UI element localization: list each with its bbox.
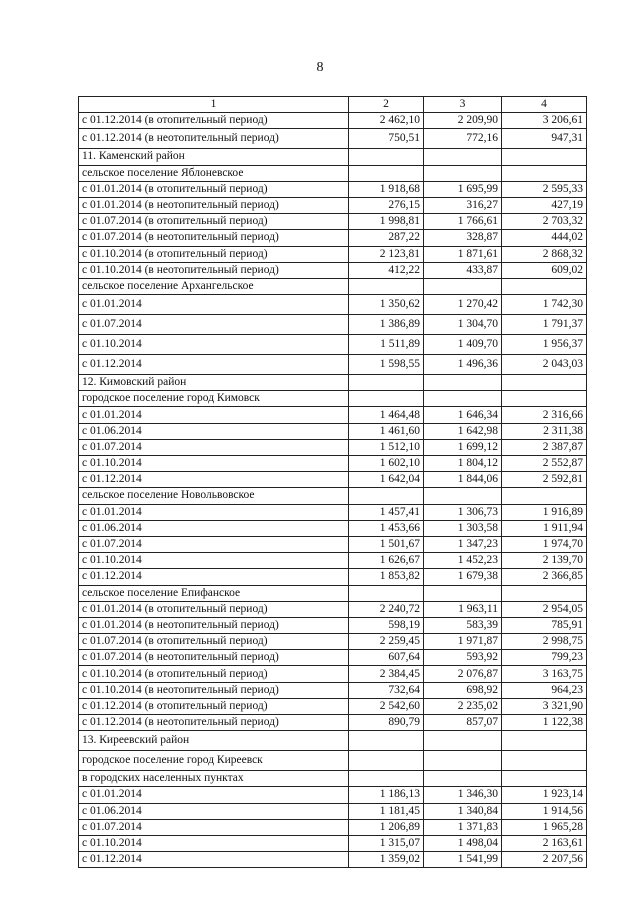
row-label-cell: с 01.01.2014 (в отопительный период) xyxy=(79,601,349,617)
value-cell: 1 452,23 xyxy=(424,553,502,569)
value-cell xyxy=(424,585,502,601)
table-row xyxy=(79,569,587,585)
value-cell: 287,22 xyxy=(349,230,424,246)
value-cell: 1 911,94 xyxy=(502,520,587,536)
value-cell xyxy=(424,391,502,407)
table-row xyxy=(79,835,587,851)
value-cell: 427,19 xyxy=(502,197,587,213)
table-row xyxy=(79,601,587,617)
value-cell: 1 306,73 xyxy=(424,504,502,520)
value-cell: 1 646,34 xyxy=(424,407,502,423)
value-cell: 3 163,75 xyxy=(502,666,587,682)
row-label-cell: с 01.07.2014 xyxy=(79,439,349,455)
value-cell: 412,22 xyxy=(349,262,424,278)
table-row xyxy=(79,771,587,787)
value-cell xyxy=(349,165,424,181)
table-row xyxy=(79,214,587,230)
value-cell xyxy=(349,488,424,504)
value-cell: 1 998,81 xyxy=(349,214,424,230)
value-cell xyxy=(502,165,587,181)
value-cell: 732,64 xyxy=(349,682,424,698)
table-row xyxy=(79,391,587,407)
value-cell: 2 703,32 xyxy=(502,214,587,230)
row-label-cell: с 01.01.2014 xyxy=(79,407,349,423)
value-cell: 1 541,99 xyxy=(424,852,502,868)
page-number: 8 xyxy=(316,60,324,75)
value-cell: 2 868,32 xyxy=(502,246,587,262)
value-cell: 1 181,45 xyxy=(349,803,424,819)
value-cell: 1 461,60 xyxy=(349,423,424,439)
column-header: 3 xyxy=(424,97,502,113)
value-cell: 1 699,12 xyxy=(424,439,502,455)
value-cell: 1 464,48 xyxy=(349,407,424,423)
value-cell: 2 259,45 xyxy=(349,634,424,650)
value-cell xyxy=(349,278,424,294)
table-row xyxy=(79,504,587,520)
value-cell: 598,19 xyxy=(349,617,424,633)
value-cell: 1 270,42 xyxy=(424,295,502,315)
table-row xyxy=(79,129,587,149)
value-cell xyxy=(502,149,587,165)
table-row xyxy=(79,246,587,262)
value-cell: 2 592,81 xyxy=(502,472,587,488)
table-row xyxy=(79,553,587,569)
table-row xyxy=(79,617,587,633)
value-cell: 1 956,37 xyxy=(502,335,587,355)
value-cell: 1 501,67 xyxy=(349,536,424,552)
table-row xyxy=(79,295,587,315)
value-cell: 890,79 xyxy=(349,715,424,731)
value-cell: 1 350,62 xyxy=(349,295,424,315)
table-row xyxy=(79,165,587,181)
row-label-cell: с 01.12.2014 xyxy=(79,569,349,585)
table-row xyxy=(79,682,587,698)
row-label-cell: 12. Кимовский район xyxy=(79,375,349,391)
value-cell xyxy=(424,278,502,294)
table-header-row xyxy=(79,97,587,113)
value-cell: 1 371,83 xyxy=(424,819,502,835)
table-row xyxy=(79,698,587,714)
value-cell: 1 916,89 xyxy=(502,504,587,520)
value-cell: 1 626,67 xyxy=(349,553,424,569)
row-label-cell: с 01.07.2014 (в отопительный период) xyxy=(79,634,349,650)
row-label-cell: с 01.10.2014 xyxy=(79,456,349,472)
value-cell: 1 974,70 xyxy=(502,536,587,552)
value-cell: 2 163,61 xyxy=(502,835,587,851)
row-label-cell: с 01.12.2014 (в отопительный период) xyxy=(79,113,349,129)
column-header: 2 xyxy=(349,97,424,113)
value-cell: 1 409,70 xyxy=(424,335,502,355)
row-label-cell: с 01.07.2014 (в неотопительный период) xyxy=(79,650,349,666)
value-cell xyxy=(349,391,424,407)
value-cell: 328,87 xyxy=(424,230,502,246)
value-cell xyxy=(424,149,502,165)
value-cell xyxy=(502,731,587,751)
row-label-cell: с 01.07.2014 xyxy=(79,315,349,335)
value-cell: 2 542,60 xyxy=(349,698,424,714)
table-row xyxy=(79,787,587,803)
value-cell xyxy=(424,771,502,787)
value-cell: 1 871,61 xyxy=(424,246,502,262)
value-cell xyxy=(349,149,424,165)
value-cell: 947,31 xyxy=(502,129,587,149)
value-cell: 1 512,10 xyxy=(349,439,424,455)
tariff-table xyxy=(78,96,587,868)
table-row xyxy=(79,355,587,375)
row-label-cell: сельское поселение Архангельское xyxy=(79,278,349,294)
value-cell: 1 853,82 xyxy=(349,569,424,585)
value-cell: 2 384,45 xyxy=(349,666,424,682)
row-label-cell: с 01.07.2014 (в отопительный период) xyxy=(79,214,349,230)
value-cell: 964,23 xyxy=(502,682,587,698)
value-cell: 1 642,98 xyxy=(424,423,502,439)
value-cell: 1 602,10 xyxy=(349,456,424,472)
value-cell: 1 971,87 xyxy=(424,634,502,650)
value-cell: 433,87 xyxy=(424,262,502,278)
value-cell xyxy=(502,278,587,294)
value-cell xyxy=(424,375,502,391)
row-label-cell: сельское поселение Новольвовское xyxy=(79,488,349,504)
value-cell: 316,27 xyxy=(424,197,502,213)
value-cell xyxy=(502,375,587,391)
value-cell: 2 552,87 xyxy=(502,456,587,472)
table-row xyxy=(79,375,587,391)
value-cell: 609,02 xyxy=(502,262,587,278)
row-label-cell: с 01.01.2014 (в неотопительный период) xyxy=(79,617,349,633)
table-row xyxy=(79,751,587,771)
value-cell: 1 598,55 xyxy=(349,355,424,375)
value-cell: 1 340,84 xyxy=(424,803,502,819)
value-cell: 2 462,10 xyxy=(349,113,424,129)
value-cell: 2 316,66 xyxy=(502,407,587,423)
row-label-cell: городское поселение город Кимовск xyxy=(79,391,349,407)
value-cell: 1 914,56 xyxy=(502,803,587,819)
value-cell: 276,15 xyxy=(349,197,424,213)
row-label-cell: в городских населенных пунктах xyxy=(79,771,349,787)
table-row xyxy=(79,407,587,423)
value-cell: 1 695,99 xyxy=(424,181,502,197)
row-label-cell: с 01.12.2014 (в неотопительный период) xyxy=(79,129,349,149)
row-label-cell: с 01.12.2014 xyxy=(79,472,349,488)
value-cell xyxy=(424,731,502,751)
value-cell: 1 304,70 xyxy=(424,315,502,335)
table-row xyxy=(79,423,587,439)
table-row xyxy=(79,335,587,355)
value-cell: 857,07 xyxy=(424,715,502,731)
value-cell: 2 595,33 xyxy=(502,181,587,197)
column-header: 1 xyxy=(79,97,349,113)
value-cell xyxy=(349,751,424,771)
table-row xyxy=(79,456,587,472)
value-cell: 1 923,14 xyxy=(502,787,587,803)
table-row xyxy=(79,585,587,601)
table-row xyxy=(79,278,587,294)
table-row xyxy=(79,715,587,731)
value-cell xyxy=(502,391,587,407)
value-cell: 3 321,90 xyxy=(502,698,587,714)
value-cell xyxy=(349,771,424,787)
value-cell: 1 963,11 xyxy=(424,601,502,617)
row-label-cell: с 01.07.2014 xyxy=(79,536,349,552)
value-cell xyxy=(424,751,502,771)
row-label-cell: с 01.10.2014 (в отопительный период) xyxy=(79,246,349,262)
value-cell: 2 235,02 xyxy=(424,698,502,714)
row-label-cell: 13. Киреевский район xyxy=(79,731,349,751)
table-row xyxy=(79,181,587,197)
table-row xyxy=(79,852,587,868)
table-row xyxy=(79,315,587,335)
value-cell: 1 315,07 xyxy=(349,835,424,851)
value-cell: 1 742,30 xyxy=(502,295,587,315)
value-cell: 698,92 xyxy=(424,682,502,698)
row-label-cell: с 01.01.2014 xyxy=(79,295,349,315)
table-body xyxy=(79,113,587,868)
value-cell: 2 043,03 xyxy=(502,355,587,375)
value-cell: 1 206,89 xyxy=(349,819,424,835)
table-row xyxy=(79,803,587,819)
value-cell: 772,16 xyxy=(424,129,502,149)
row-label-cell: с 01.07.2014 xyxy=(79,819,349,835)
table-row xyxy=(79,197,587,213)
value-cell: 2 387,87 xyxy=(502,439,587,455)
value-cell: 2 207,56 xyxy=(502,852,587,868)
value-cell xyxy=(349,731,424,751)
row-label-cell: сельское поселение Епифанское xyxy=(79,585,349,601)
table-row xyxy=(79,520,587,536)
row-label-cell: с 01.06.2014 xyxy=(79,803,349,819)
value-cell: 1 457,41 xyxy=(349,504,424,520)
value-cell: 1 511,89 xyxy=(349,335,424,355)
table-row xyxy=(79,149,587,165)
value-cell xyxy=(502,585,587,601)
value-cell xyxy=(502,751,587,771)
row-label-cell: с 01.10.2014 xyxy=(79,553,349,569)
value-cell: 1 122,38 xyxy=(502,715,587,731)
table-row xyxy=(79,634,587,650)
value-cell: 1 498,04 xyxy=(424,835,502,851)
row-label-cell: с 01.10.2014 (в отопительный период) xyxy=(79,666,349,682)
value-cell: 1 844,06 xyxy=(424,472,502,488)
table-row xyxy=(79,262,587,278)
table-row xyxy=(79,666,587,682)
value-cell: 2 998,75 xyxy=(502,634,587,650)
value-cell: 1 303,58 xyxy=(424,520,502,536)
value-cell: 2 076,87 xyxy=(424,666,502,682)
row-label-cell: с 01.12.2014 (в отопительный период) xyxy=(79,698,349,714)
value-cell xyxy=(424,488,502,504)
value-cell: 2 123,81 xyxy=(349,246,424,262)
value-cell: 799,23 xyxy=(502,650,587,666)
row-label-cell: с 01.01.2014 (в неотопительный период) xyxy=(79,197,349,213)
value-cell: 2 240,72 xyxy=(349,601,424,617)
row-label-cell: с 01.07.2014 (в неотопительный период) xyxy=(79,230,349,246)
row-label-cell: с 01.10.2014 (в неотопительный период) xyxy=(79,682,349,698)
value-cell: 1 186,13 xyxy=(349,787,424,803)
table-row xyxy=(79,536,587,552)
row-label-cell: с 01.10.2014 xyxy=(79,835,349,851)
value-cell: 583,39 xyxy=(424,617,502,633)
table-row xyxy=(79,731,587,751)
row-label-cell: с 01.12.2014 (в неотопительный период) xyxy=(79,715,349,731)
row-label-cell: сельское поселение Яблоневское xyxy=(79,165,349,181)
value-cell: 1 346,30 xyxy=(424,787,502,803)
value-cell: 1 496,36 xyxy=(424,355,502,375)
value-cell: 607,64 xyxy=(349,650,424,666)
table-row xyxy=(79,230,587,246)
value-cell: 593,92 xyxy=(424,650,502,666)
row-label-cell: городское поселение город Киреевск xyxy=(79,751,349,771)
value-cell: 1 918,68 xyxy=(349,181,424,197)
row-label-cell: с 01.10.2014 (в неотопительный период) xyxy=(79,262,349,278)
value-cell: 1 679,38 xyxy=(424,569,502,585)
row-label-cell: с 01.06.2014 xyxy=(79,520,349,536)
value-cell xyxy=(502,488,587,504)
value-cell: 1 791,37 xyxy=(502,315,587,335)
value-cell xyxy=(349,375,424,391)
column-header: 4 xyxy=(502,97,587,113)
value-cell: 750,51 xyxy=(349,129,424,149)
value-cell: 1 453,66 xyxy=(349,520,424,536)
row-label-cell: с 01.12.2014 xyxy=(79,852,349,868)
value-cell: 1 804,12 xyxy=(424,456,502,472)
table-row xyxy=(79,113,587,129)
row-label-cell: с 01.06.2014 xyxy=(79,423,349,439)
table-row xyxy=(79,472,587,488)
row-label-cell: 11. Каменский район xyxy=(79,149,349,165)
table-row xyxy=(79,819,587,835)
value-cell xyxy=(502,771,587,787)
table-row xyxy=(79,439,587,455)
value-cell: 1 642,04 xyxy=(349,472,424,488)
value-cell: 2 209,90 xyxy=(424,113,502,129)
row-label-cell: с 01.01.2014 xyxy=(79,787,349,803)
row-label-cell: с 01.12.2014 xyxy=(79,355,349,375)
value-cell: 444,02 xyxy=(502,230,587,246)
value-cell: 785,91 xyxy=(502,617,587,633)
row-label-cell: с 01.01.2014 xyxy=(79,504,349,520)
value-cell: 2 366,85 xyxy=(502,569,587,585)
value-cell: 2 954,05 xyxy=(502,601,587,617)
table-row xyxy=(79,488,587,504)
value-cell: 2 139,70 xyxy=(502,553,587,569)
value-cell: 1 965,28 xyxy=(502,819,587,835)
value-cell: 1 386,89 xyxy=(349,315,424,335)
value-cell: 3 206,61 xyxy=(502,113,587,129)
value-cell: 1 766,61 xyxy=(424,214,502,230)
value-cell xyxy=(349,585,424,601)
value-cell: 1 359,02 xyxy=(349,852,424,868)
value-cell: 2 311,38 xyxy=(502,423,587,439)
value-cell: 1 347,23 xyxy=(424,536,502,552)
row-label-cell: с 01.01.2014 (в отопительный период) xyxy=(79,181,349,197)
value-cell xyxy=(424,165,502,181)
row-label-cell: с 01.10.2014 xyxy=(79,335,349,355)
table-row xyxy=(79,650,587,666)
